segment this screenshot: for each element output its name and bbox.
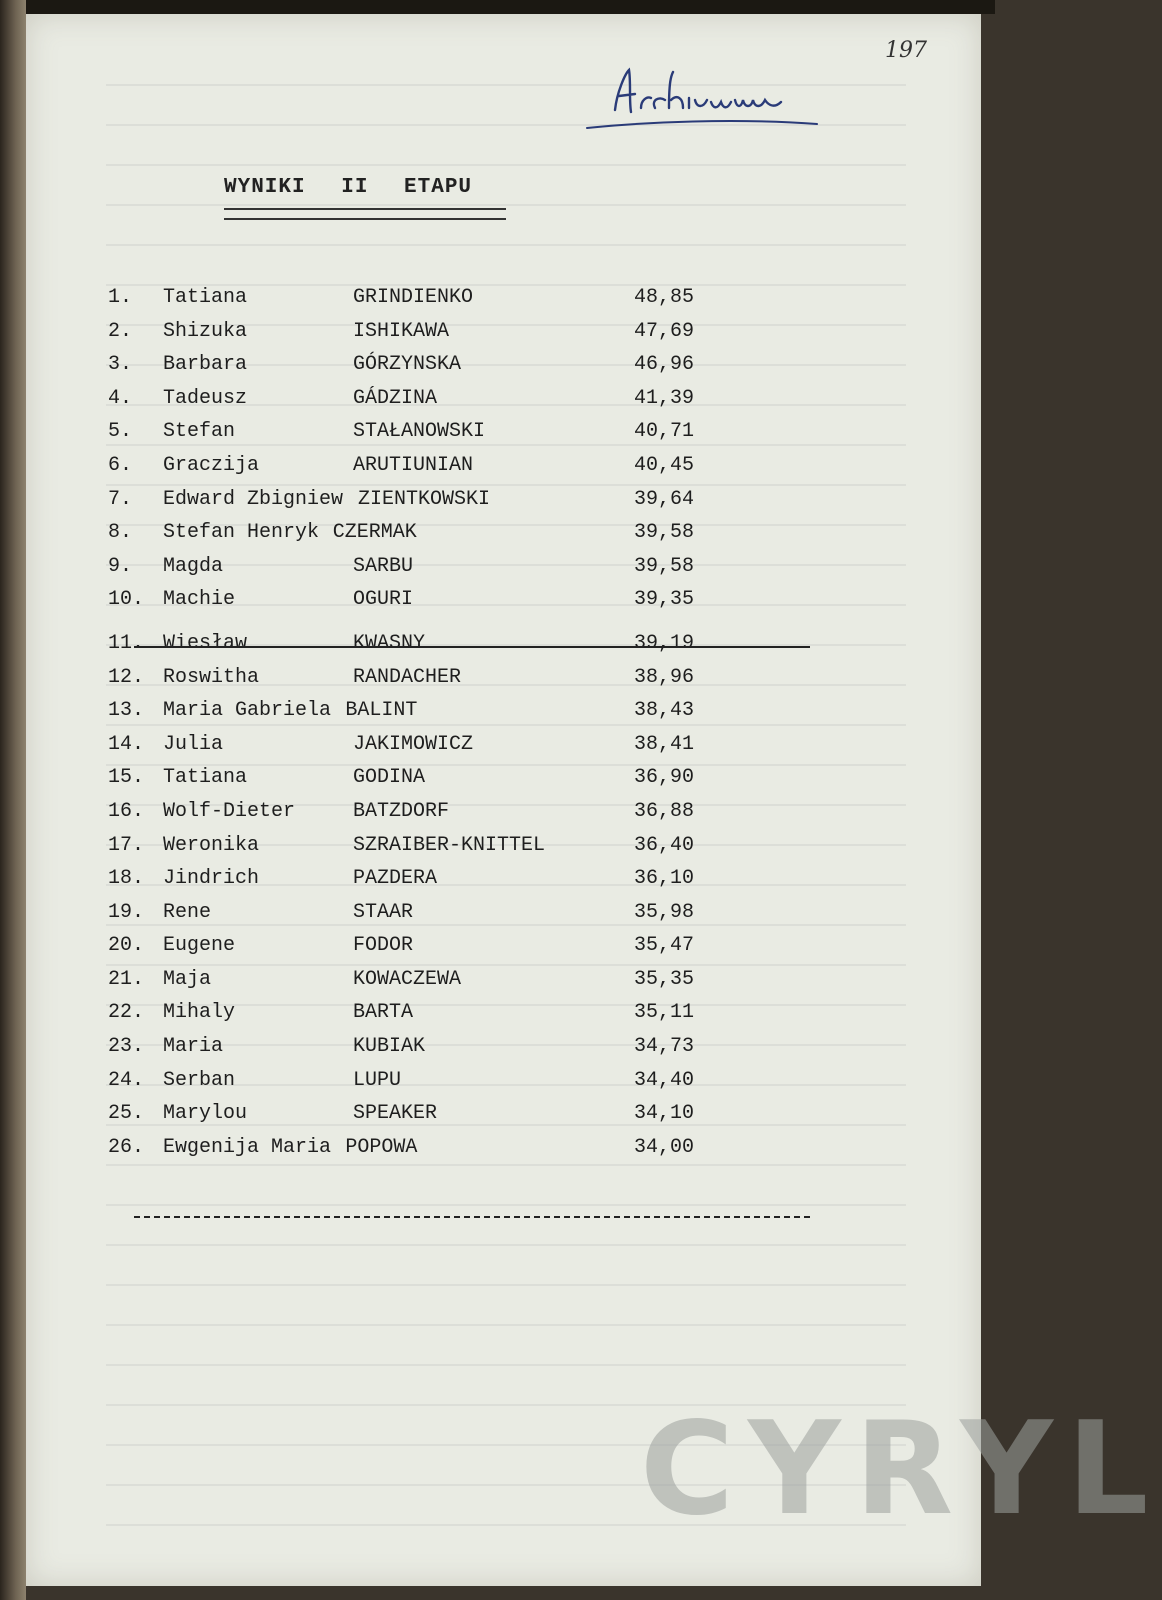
- result-rank: 24.: [108, 1068, 145, 1092]
- result-row: [108, 1102, 828, 1136]
- result-rank: 12.: [108, 665, 145, 689]
- result-rank: 14.: [108, 732, 145, 756]
- result-first-name: Stefan: [163, 420, 236, 444]
- result-last-name: KUBIAK: [353, 1035, 426, 1059]
- result-first-name: Shizuka: [163, 319, 248, 343]
- result-rank: 7.: [108, 487, 133, 511]
- result-row: [108, 1035, 828, 1069]
- result-last-name: GRINDIENKO: [353, 286, 474, 309]
- result-rank: 13.: [108, 699, 145, 723]
- result-rank: 15.: [108, 766, 145, 790]
- result-score: 39,64: [634, 487, 695, 511]
- result-rank: 5.: [108, 420, 133, 444]
- results-list: [108, 286, 828, 1169]
- result-row: [108, 320, 828, 354]
- result-rank: 23.: [108, 1035, 145, 1059]
- result-row: [108, 521, 828, 555]
- result-first-name: Marylou: [163, 1102, 248, 1126]
- result-first-name: Mihaly: [163, 1001, 236, 1025]
- result-first-name: Edward Zbigniew: [163, 487, 344, 511]
- finalists-separator-line: [134, 646, 810, 648]
- result-rank: 21.: [108, 967, 145, 991]
- result-last-name: LUPU: [353, 1068, 402, 1092]
- result-score: 34,10: [634, 1102, 695, 1126]
- result-row: [108, 934, 828, 968]
- result-score: 46,96: [634, 353, 695, 377]
- result-last-name: KOWACZEWA: [353, 967, 462, 991]
- result-last-name: RANDACHER: [353, 665, 462, 689]
- result-score: 35,47: [634, 934, 695, 958]
- result-row: [108, 666, 828, 700]
- result-first-name: Barbara: [163, 353, 248, 377]
- result-score: 41,39: [634, 386, 695, 410]
- result-score: 39,58: [634, 521, 695, 545]
- handwritten-note-archiwum: [585, 62, 825, 142]
- result-rank: 4.: [108, 386, 133, 410]
- title-double-underline: [224, 208, 506, 220]
- result-score: 40,45: [634, 453, 695, 477]
- result-last-name: SPEAKER: [353, 1102, 438, 1126]
- result-last-name: BATZDORF: [353, 799, 450, 823]
- result-row: [108, 901, 828, 935]
- result-first-name: Wiesław: [163, 631, 248, 655]
- result-last-name: STAŁANOWSKI: [353, 420, 486, 444]
- result-last-name: JAKIMOWICZ: [353, 732, 474, 756]
- result-first-name: Tadeusz: [163, 386, 248, 410]
- result-score: 40,71: [634, 420, 695, 444]
- result-row: [108, 454, 828, 488]
- result-last-name: BARTA: [353, 1001, 414, 1025]
- result-score: 36,88: [634, 799, 695, 823]
- result-score: 38,96: [634, 665, 695, 689]
- result-rank: 9.: [108, 554, 133, 578]
- result-score: 39,58: [634, 554, 695, 578]
- result-last-name: PAZDERA: [353, 867, 438, 891]
- result-first-name: Serban: [163, 1068, 236, 1092]
- result-first-name: Eugene: [163, 934, 236, 958]
- book-binding: [0, 0, 26, 1600]
- scan-top-edge: [0, 0, 995, 14]
- result-score: 38,41: [634, 732, 695, 756]
- result-last-name: STAAR: [353, 900, 414, 924]
- result-first-name: Roswitha: [163, 665, 260, 689]
- result-rank: 10.: [108, 588, 145, 612]
- result-last-name: GODINA: [353, 766, 426, 790]
- result-first-name: Maja: [163, 967, 212, 991]
- result-rank: 18.: [108, 867, 145, 891]
- result-row: [108, 588, 828, 622]
- result-row: [108, 387, 828, 421]
- result-score: 36,90: [634, 766, 695, 790]
- end-of-list-dashed-line: [134, 1216, 810, 1218]
- result-first-name: Jindrich: [163, 867, 260, 891]
- result-score: 47,69: [634, 319, 695, 343]
- result-rank: 25.: [108, 1102, 145, 1126]
- result-rank: 3.: [108, 353, 133, 377]
- result-row: [108, 1069, 828, 1103]
- result-first-name: Maria: [163, 1035, 224, 1059]
- result-first-name: Graczija: [163, 453, 260, 477]
- result-score: 39,19: [634, 631, 695, 655]
- result-row: [108, 766, 828, 800]
- result-row: [108, 488, 828, 522]
- result-rank: 16.: [108, 799, 145, 823]
- result-first-name: Magda: [163, 554, 224, 578]
- result-row: [108, 632, 828, 666]
- result-last-name: SZRAIBER-KNITTEL: [353, 833, 546, 857]
- result-row: [108, 420, 828, 454]
- cyryl-watermark-logo: CYRYL: [640, 1395, 1162, 1544]
- page-number: 197: [885, 38, 927, 63]
- result-first-name: Weronika: [163, 833, 260, 857]
- result-row: [108, 968, 828, 1002]
- result-rank: 17.: [108, 833, 145, 857]
- result-first-name: Rene: [163, 900, 212, 924]
- result-last-name: FODOR: [353, 934, 414, 958]
- result-score: 48,85: [634, 286, 695, 309]
- result-score: 34,00: [634, 1135, 695, 1159]
- result-first-name: Wolf-Dieter: [163, 799, 296, 823]
- result-score: 34,40: [634, 1068, 695, 1092]
- result-row: [108, 1136, 828, 1170]
- result-last-name: GÁDZINA: [353, 386, 438, 410]
- result-last-name: CZERMAK: [332, 521, 417, 545]
- result-last-name: OGURI: [353, 588, 414, 612]
- result-score: 39,35: [634, 588, 695, 612]
- result-row: [108, 867, 828, 901]
- result-rank: 22.: [108, 1001, 145, 1025]
- result-last-name: KWASNY: [353, 631, 426, 655]
- result-row: [108, 1001, 828, 1035]
- result-last-name: ARUTIUNIAN: [353, 453, 474, 477]
- result-row: [108, 699, 828, 733]
- result-rank: 19.: [108, 900, 145, 924]
- result-first-name: Julia: [163, 732, 224, 756]
- result-first-name: Tatiana: [163, 766, 248, 790]
- result-first-name: Maria Gabriela: [163, 699, 332, 723]
- result-rank: 1.: [108, 286, 133, 309]
- result-last-name: SARBU: [353, 554, 414, 578]
- result-row: [108, 286, 828, 320]
- result-rank: 20.: [108, 934, 145, 958]
- result-row: [108, 834, 828, 868]
- result-score: 35,35: [634, 967, 695, 991]
- result-score: 35,11: [634, 1001, 695, 1025]
- result-last-name: POPOWA: [345, 1135, 418, 1159]
- result-score: 38,43: [634, 699, 695, 723]
- result-first-name: Stefan Henryk: [163, 521, 320, 545]
- result-score: 36,40: [634, 833, 695, 857]
- result-last-name: GÓRZYNSKA: [353, 353, 462, 377]
- result-last-name: ZIENTKOWSKI: [358, 487, 491, 511]
- result-score: 34,73: [634, 1035, 695, 1059]
- result-score: 36,10: [634, 867, 695, 891]
- result-rank: 8.: [108, 521, 133, 545]
- result-rank: 11.: [108, 631, 145, 655]
- document-title: WYNIKI II ETAPU: [224, 176, 473, 199]
- result-row: [108, 800, 828, 834]
- result-row: [108, 733, 828, 767]
- result-first-name: Ewgenija Maria: [163, 1135, 332, 1159]
- result-rank: 26.: [108, 1135, 145, 1159]
- result-first-name: Tatiana: [163, 286, 248, 309]
- result-first-name: Machie: [163, 588, 236, 612]
- result-rank: 6.: [108, 453, 133, 477]
- result-score: 35,98: [634, 900, 695, 924]
- result-row: [108, 555, 828, 589]
- result-last-name: ISHIKAWA: [353, 319, 450, 343]
- result-last-name: BALINT: [345, 699, 418, 723]
- result-row: [108, 353, 828, 387]
- result-rank: 2.: [108, 319, 133, 343]
